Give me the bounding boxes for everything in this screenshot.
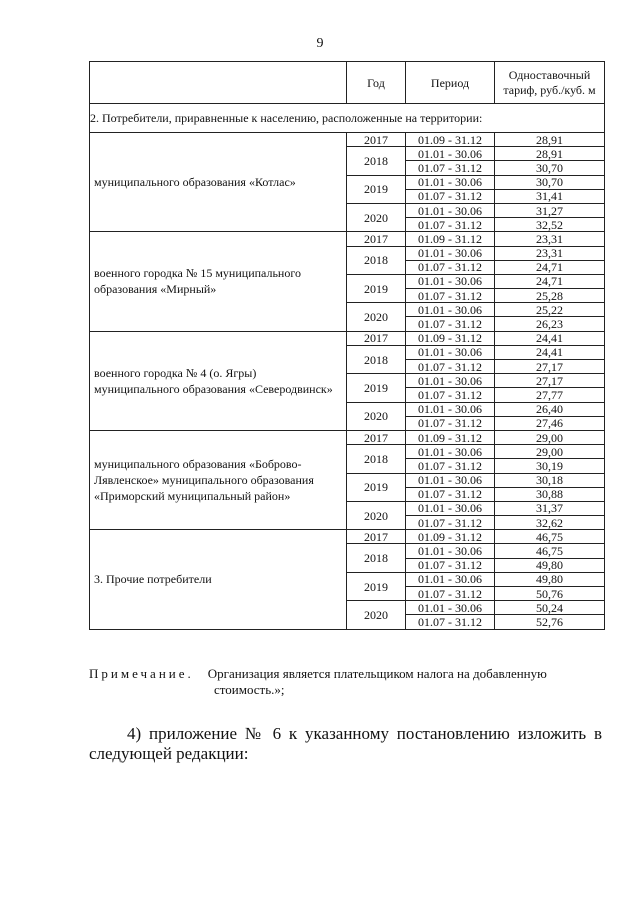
period-cell: 01.07 - 31.12 xyxy=(406,416,495,430)
period-cell: 01.07 - 31.12 xyxy=(406,360,495,374)
period-cell: 01.01 - 30.06 xyxy=(406,303,495,317)
period-cell: 01.01 - 30.06 xyxy=(406,175,495,189)
territory-cell: муниципального образования «Котлас» xyxy=(90,133,347,232)
period-cell: 01.01 - 30.06 xyxy=(406,402,495,416)
tariff-cell: 46,75 xyxy=(495,544,605,558)
tariff-cell: 52,76 xyxy=(495,615,605,629)
period-cell: 01.09 - 31.12 xyxy=(406,232,495,246)
tariff-cell: 49,80 xyxy=(495,572,605,586)
tariff-cell: 30,19 xyxy=(495,459,605,473)
tariff-cell: 32,62 xyxy=(495,516,605,530)
period-cell: 01.01 - 30.06 xyxy=(406,274,495,288)
note-label: Примечание. xyxy=(89,666,194,681)
period-cell: 01.07 - 31.12 xyxy=(406,615,495,629)
tariff-cell: 24,71 xyxy=(495,260,605,274)
year-cell: 2018 xyxy=(347,544,406,572)
note-text-line1: Организация является плательщиком налога на добавленную xyxy=(207,666,547,681)
period-cell: 01.07 - 31.12 xyxy=(406,317,495,331)
period-cell: 01.07 - 31.12 xyxy=(406,218,495,232)
tariff-cell: 27,17 xyxy=(495,360,605,374)
period-cell: 01.09 - 31.12 xyxy=(406,430,495,444)
tariff-cell: 31,37 xyxy=(495,501,605,515)
year-cell: 2020 xyxy=(347,501,406,529)
period-cell: 01.01 - 30.06 xyxy=(406,601,495,615)
period-cell: 01.07 - 31.12 xyxy=(406,161,495,175)
header-territory xyxy=(90,62,347,104)
tariff-cell: 27,46 xyxy=(495,416,605,430)
tariff-cell: 24,41 xyxy=(495,331,605,345)
year-cell: 2017 xyxy=(347,232,406,246)
year-cell: 2019 xyxy=(347,274,406,302)
period-cell: 01.07 - 31.12 xyxy=(406,189,495,203)
tariff-cell: 28,91 xyxy=(495,147,605,161)
header-period: Период xyxy=(406,62,495,104)
period-cell: 01.07 - 31.12 xyxy=(406,388,495,402)
note xyxy=(89,666,601,698)
tariff-cell: 25,22 xyxy=(495,303,605,317)
tariff-cell: 23,31 xyxy=(495,246,605,260)
table-row xyxy=(90,430,605,444)
year-cell: 2020 xyxy=(347,601,406,629)
tariff-cell: 31,27 xyxy=(495,203,605,217)
period-cell: 01.07 - 31.12 xyxy=(406,289,495,303)
tariff-cell: 23,31 xyxy=(495,232,605,246)
tariff-cell: 29,00 xyxy=(495,430,605,444)
territory-cell: военного городка № 15 муниципального образования «Мирный» xyxy=(90,232,347,331)
period-cell: 01.09 - 31.12 xyxy=(406,133,495,147)
period-cell: 01.01 - 30.06 xyxy=(406,445,495,459)
period-cell: 01.07 - 31.12 xyxy=(406,516,495,530)
year-cell: 2018 xyxy=(347,345,406,373)
tariff-cell: 26,23 xyxy=(495,317,605,331)
note-line1 xyxy=(89,666,601,682)
tariff-cell: 25,28 xyxy=(495,289,605,303)
tariff-cell: 28,91 xyxy=(495,133,605,147)
tariff-cell: 46,75 xyxy=(495,530,605,544)
year-cell: 2019 xyxy=(347,374,406,402)
year-cell: 2020 xyxy=(347,303,406,331)
header-tariff-line2: тариф, руб./куб. м xyxy=(503,82,596,97)
tariff-cell: 50,76 xyxy=(495,587,605,601)
year-cell: 2019 xyxy=(347,175,406,203)
year-cell: 2017 xyxy=(347,530,406,544)
tariff-table xyxy=(89,61,605,630)
instruction-paragraph: 4) приложение № 6 к указанному постановлению изложить в следующей редакции: xyxy=(89,724,602,763)
tariff-cell: 24,71 xyxy=(495,274,605,288)
period-cell: 01.01 - 30.06 xyxy=(406,246,495,260)
table-row xyxy=(90,331,605,345)
period-cell: 01.09 - 31.12 xyxy=(406,331,495,345)
period-cell: 01.07 - 31.12 xyxy=(406,260,495,274)
period-cell: 01.01 - 30.06 xyxy=(406,374,495,388)
year-cell: 2018 xyxy=(347,445,406,473)
tariff-cell: 30,70 xyxy=(495,161,605,175)
period-cell: 01.01 - 30.06 xyxy=(406,147,495,161)
table-row xyxy=(90,232,605,246)
table-row xyxy=(90,133,605,147)
tariff-cell: 30,18 xyxy=(495,473,605,487)
table-row xyxy=(90,530,605,544)
tariff-cell: 26,40 xyxy=(495,402,605,416)
year-cell: 2017 xyxy=(347,331,406,345)
year-cell: 2019 xyxy=(347,473,406,501)
period-cell: 01.09 - 31.12 xyxy=(406,530,495,544)
territory-cell: муниципального образования «Боброво-Лявленское» муниципального образования «Приморский муниципальный район» xyxy=(90,430,347,529)
tariff-cell: 49,80 xyxy=(495,558,605,572)
year-cell: 2019 xyxy=(347,572,406,600)
period-cell: 01.01 - 30.06 xyxy=(406,572,495,586)
section-consumers-title: 2. Потребители, приравненные к населению, расположенные на территории: xyxy=(90,104,605,133)
note-text-line2: стоимость.»; xyxy=(214,682,285,697)
year-cell: 2018 xyxy=(347,246,406,274)
table-header-row xyxy=(90,62,605,104)
period-cell: 01.01 - 30.06 xyxy=(406,203,495,217)
period-cell: 01.07 - 31.12 xyxy=(406,487,495,501)
period-cell: 01.01 - 30.06 xyxy=(406,544,495,558)
header-year: Год xyxy=(347,62,406,104)
year-cell: 2020 xyxy=(347,402,406,430)
tariff-cell: 27,17 xyxy=(495,374,605,388)
year-cell: 2020 xyxy=(347,203,406,231)
tariff-cell: 30,88 xyxy=(495,487,605,501)
period-cell: 01.01 - 30.06 xyxy=(406,473,495,487)
territory-cell: военного городка № 4 (о. Ягры) муниципального образования «Северодвинск» xyxy=(90,331,347,430)
period-cell: 01.01 - 30.06 xyxy=(406,345,495,359)
tariff-cell: 50,24 xyxy=(495,601,605,615)
header-tariff xyxy=(495,62,605,104)
tariff-cell: 32,52 xyxy=(495,218,605,232)
year-cell: 2017 xyxy=(347,133,406,147)
section-row xyxy=(90,104,605,133)
tariff-cell: 27,77 xyxy=(495,388,605,402)
territory-cell: 3. Прочие потребители xyxy=(90,530,347,629)
period-cell: 01.07 - 31.12 xyxy=(406,459,495,473)
year-cell: 2018 xyxy=(347,147,406,175)
tariff-cell: 30,70 xyxy=(495,175,605,189)
tariff-cell: 31,41 xyxy=(495,189,605,203)
period-cell: 01.07 - 31.12 xyxy=(406,587,495,601)
year-cell: 2017 xyxy=(347,430,406,444)
table-body xyxy=(90,104,605,630)
period-cell: 01.01 - 30.06 xyxy=(406,501,495,515)
page-number: 9 xyxy=(316,36,324,51)
tariff-cell: 29,00 xyxy=(495,445,605,459)
period-cell: 01.07 - 31.12 xyxy=(406,558,495,572)
header-tariff-line1: Одноставочный xyxy=(508,67,591,82)
tariff-cell: 24,41 xyxy=(495,345,605,359)
